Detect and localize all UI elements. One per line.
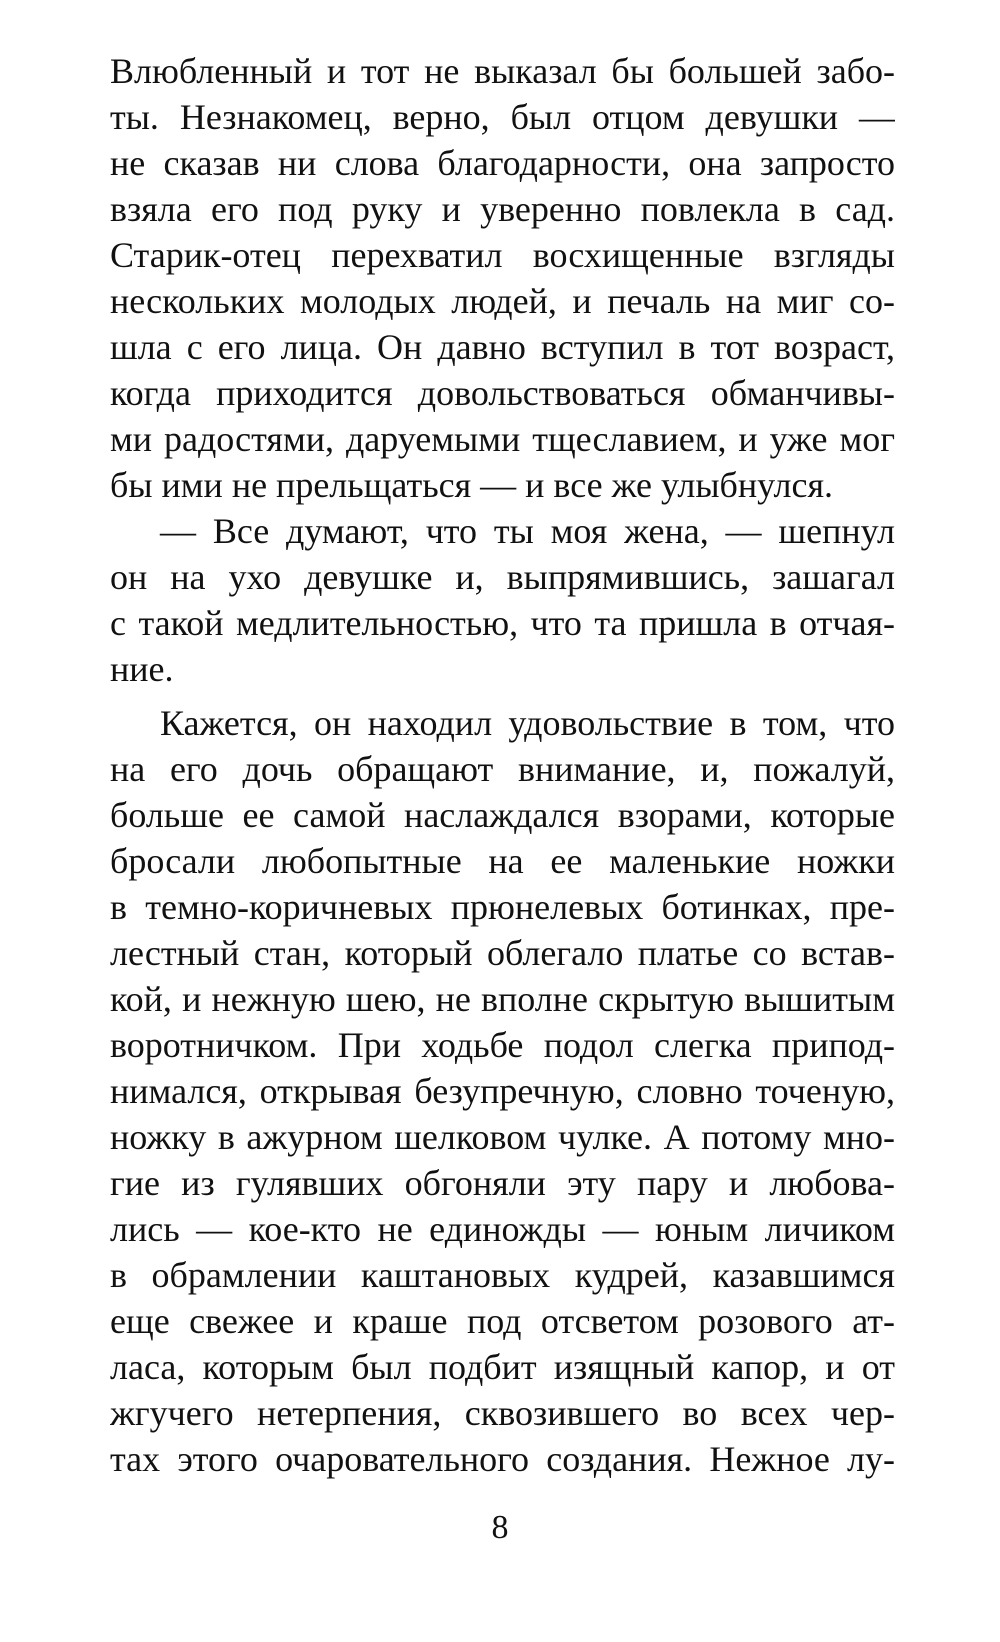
text-line: не сказав ни слова благодарности, она запросто — [110, 143, 895, 183]
text-line: бросали любопытные на ее маленькие ножки — [110, 841, 895, 881]
text-line: с такой медлительностью, что та пришла в отчая- — [110, 603, 895, 643]
text-line: в обрамлении каштановых кудрей, казавшимся — [110, 1255, 895, 1295]
text-line: Влюбленный и тот не выказал бы большей забо- — [110, 51, 895, 91]
text-line: больше ее самой наслаждался взорами, которые — [110, 795, 895, 835]
text-line: Кажется, он находил удовольствие в том, что — [160, 703, 895, 743]
text-line: ние. — [110, 649, 174, 689]
text-line: когда приходится довольствоваться обманчивы- — [110, 373, 895, 413]
text-line: лестный стан, который облегало платье со встав- — [110, 933, 895, 973]
text-line: ты. Незнакомец, верно, был отцом девушки — — [110, 97, 895, 137]
text-line: нимался, открывая безупречную, словно точеную, — [110, 1071, 895, 1111]
text-line: нескольких молодых людей, и печаль на миг со- — [110, 281, 895, 321]
paragraph-2 — [110, 508, 895, 692]
body-text — [110, 48, 895, 1482]
paragraph-3 — [110, 700, 895, 1482]
paragraph-gap — [110, 692, 895, 700]
text-line: лись — кое-кто не единожды — юным личиком — [110, 1209, 895, 1249]
text-line: еще свежее и краше под отсветом розового ат- — [110, 1301, 895, 1341]
text-line: взяла его под руку и уверенно повлекла в сад. — [110, 189, 895, 229]
page-number: 8 — [491, 1509, 509, 1546]
text-line: шла с его лица. Он давно вступил в тот возраст, — [110, 327, 895, 367]
text-line: гие из гулявших обгоняли эту пару и любова- — [110, 1163, 895, 1203]
text-line: тах этого очаровательного создания. Нежное лу- — [110, 1439, 895, 1479]
text-line: бы ими не прельщаться — и все же улыбнулся. — [110, 465, 834, 505]
text-line: воротничком. При ходьбе подол слегка припод- — [110, 1025, 895, 1065]
text-line: ми радостями, даруемыми тщеславием, и уже мог — [110, 419, 895, 459]
text-line: в темно-коричневых прюнелевых ботинках, пре- — [110, 887, 895, 927]
text-line: — Все думают, что ты моя жена, — шепнул — [160, 511, 895, 551]
text-line: на его дочь обращают внимание, и, пожалуй, — [110, 749, 895, 789]
text-line: жгучего нетерпения, сквозившего во всех чер- — [110, 1393, 895, 1433]
text-line: ножку в ажурном шелковом чулке. А потому мно- — [110, 1117, 895, 1157]
paragraph-1 — [110, 48, 895, 508]
text-line: кой, и нежную шею, не вполне скрытую вышитым — [110, 979, 895, 1019]
text-line: ласа, которым был подбит изящный капор, и от — [110, 1347, 895, 1387]
text-line: Старик-отец перехватил восхищенные взгляды — [110, 235, 895, 275]
text-line: он на ухо девушке и, выпрямившись, зашагал — [110, 557, 895, 597]
